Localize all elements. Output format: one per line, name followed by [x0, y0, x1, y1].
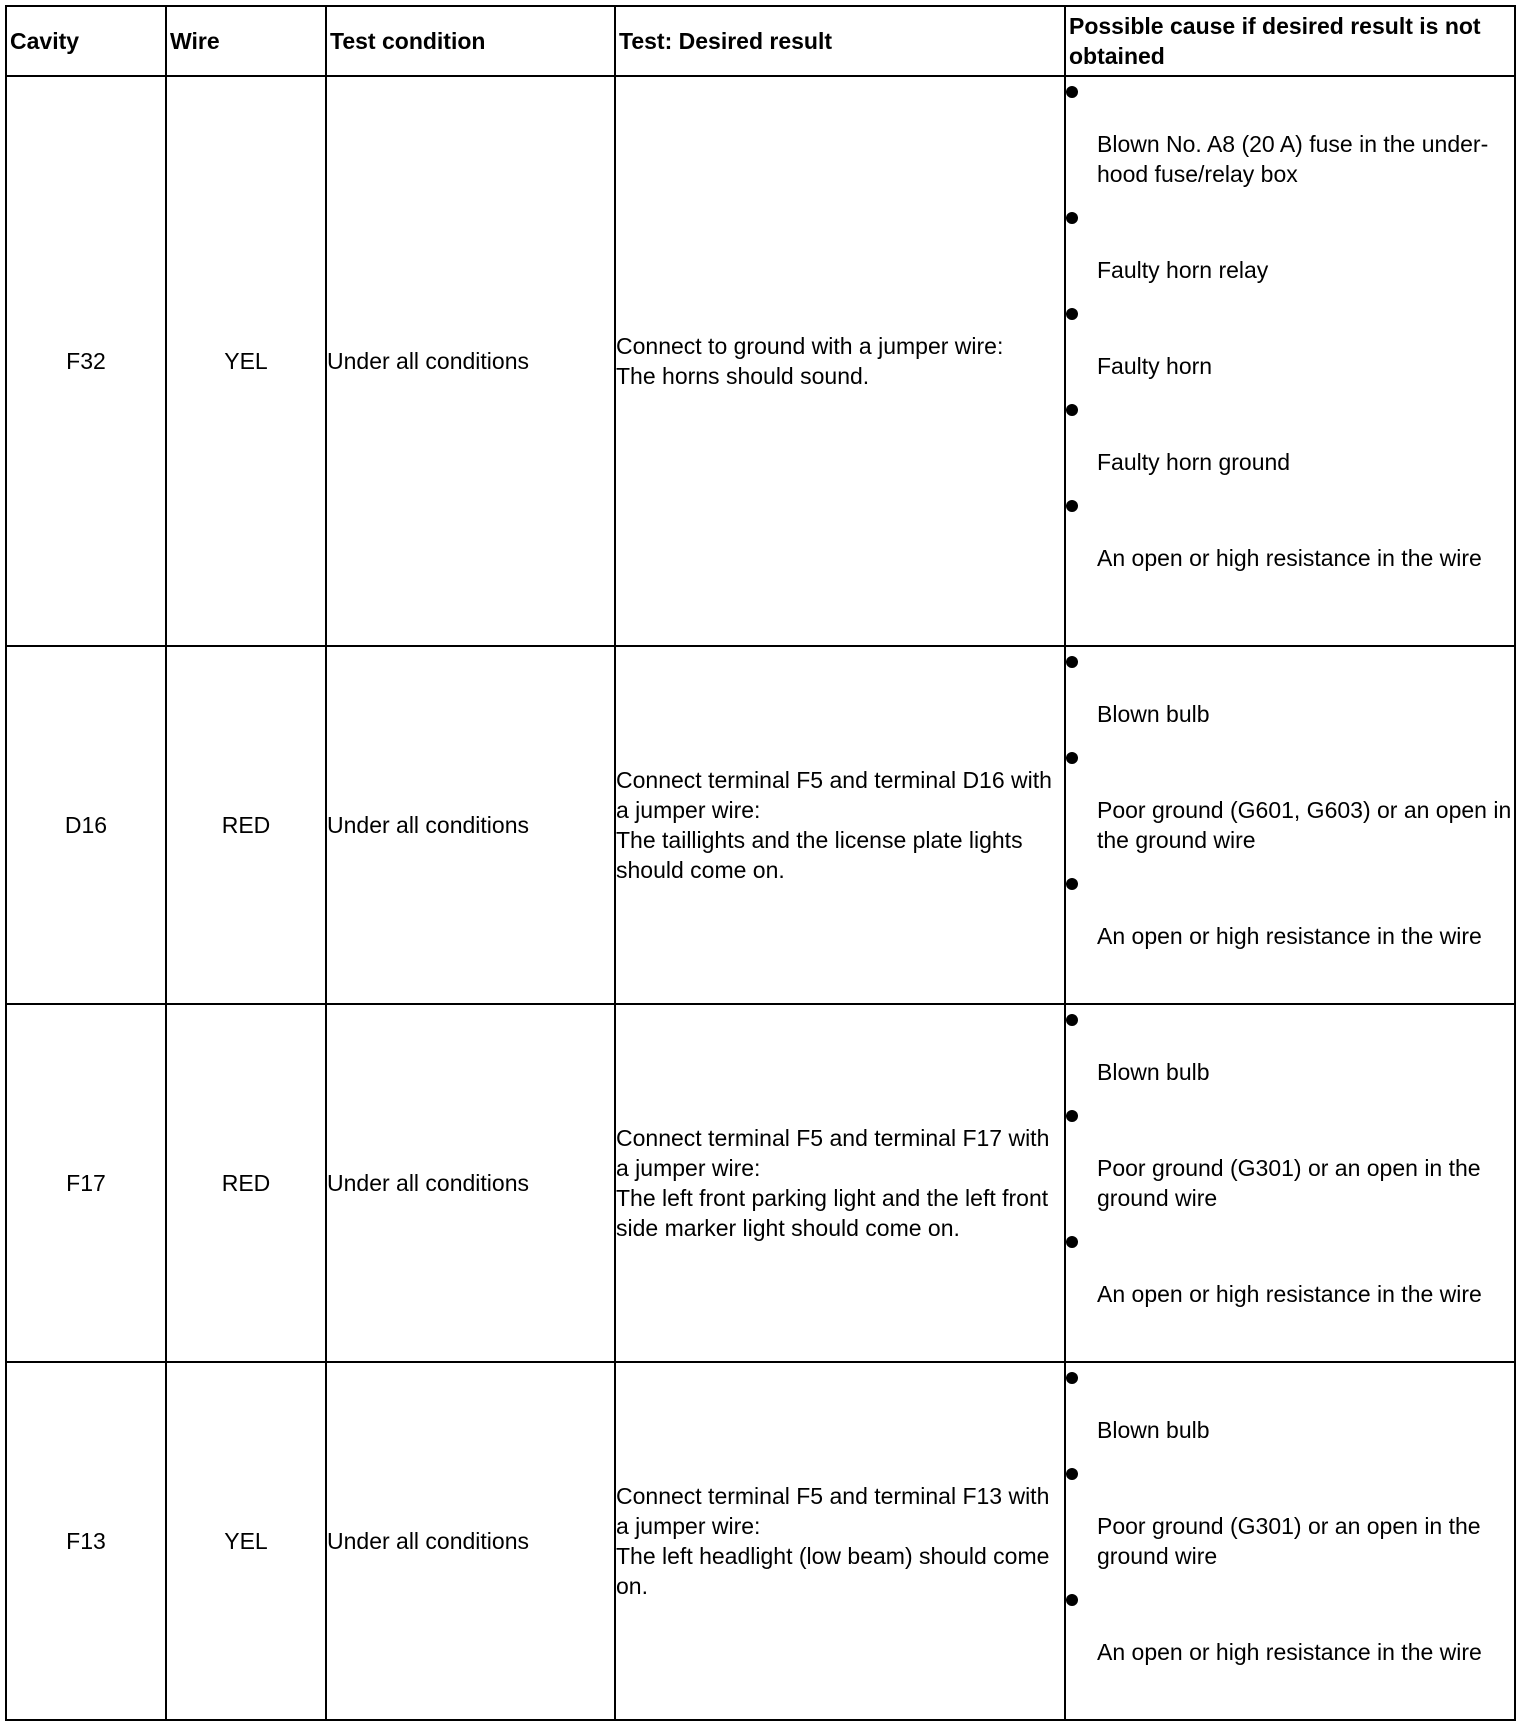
- result-cell: [615, 646, 1065, 1004]
- bullet-icon: [1066, 491, 1514, 521]
- cause-text: An open or high resistance in the wire: [1097, 923, 1482, 949]
- cause-text: Faulty horn relay: [1097, 257, 1269, 283]
- cause-text: Blown bulb: [1097, 1059, 1210, 1085]
- cavity-cell: F17: [6, 1004, 166, 1362]
- causes-cell: [1065, 1004, 1515, 1362]
- result-line: Connect to ground with a jumper wire:: [616, 333, 1004, 359]
- cause-item: [1066, 1227, 1514, 1309]
- bullet-icon: [1066, 1227, 1514, 1257]
- causes-cell: [1065, 76, 1515, 646]
- table-row: [6, 1004, 1515, 1362]
- bullet-icon: [1066, 395, 1514, 425]
- cause-item: [1066, 1585, 1514, 1667]
- cause-text: Blown bulb: [1097, 701, 1210, 727]
- wire-cell: RED: [166, 1004, 326, 1362]
- header-possible-cause: Possible cause if desired result is not obtained: [1065, 6, 1515, 76]
- cause-text: An open or high resistance in the wire: [1097, 1281, 1482, 1307]
- condition-cell: Under all conditions: [326, 646, 615, 1004]
- bullet-icon: [1066, 299, 1514, 329]
- result-line: The taillights and the license plate lights should come on.: [616, 827, 1023, 883]
- cause-text: An open or high resistance in the wire: [1097, 1639, 1482, 1665]
- cavity-cell: F32: [6, 76, 166, 646]
- bullet-icon: [1066, 1459, 1514, 1489]
- cavity-cell: F13: [6, 1362, 166, 1720]
- bullet-icon: [1066, 869, 1514, 899]
- bullet-icon: [1066, 77, 1514, 107]
- cause-text: Faulty horn ground: [1097, 449, 1291, 475]
- bullet-icon: [1066, 1101, 1514, 1131]
- wire-cell: YEL: [166, 1362, 326, 1720]
- bullet-icon: [1066, 203, 1514, 233]
- table-row: [6, 1362, 1515, 1720]
- table-row: [6, 76, 1515, 646]
- bullet-icon: [1066, 1585, 1514, 1615]
- result-cell: [615, 76, 1065, 646]
- bullet-icon: [1066, 1363, 1514, 1393]
- condition-cell: Under all conditions: [326, 1004, 615, 1362]
- wire-cell: YEL: [166, 76, 326, 646]
- result-line: The left front parking light and the left front side marker light should come on.: [616, 1185, 1049, 1241]
- cause-item: [1066, 299, 1514, 381]
- cause-item: [1066, 869, 1514, 951]
- header-cavity: Cavity: [6, 6, 166, 76]
- cause-item: [1066, 647, 1514, 729]
- cause-text: Poor ground (G301) or an open in the ground wire: [1097, 1513, 1481, 1569]
- bullet-icon: [1066, 1005, 1514, 1035]
- bullet-icon: [1066, 743, 1514, 773]
- result-cell: [615, 1362, 1065, 1720]
- cause-text: Blown No. A8 (20 A) fuse in the under-hood fuse/relay box: [1097, 131, 1489, 187]
- cause-item: [1066, 1459, 1514, 1571]
- cause-text: Blown bulb: [1097, 1417, 1210, 1443]
- cause-item: [1066, 1363, 1514, 1445]
- troubleshooting-table: [5, 5, 1516, 1721]
- header-test-condition: Test condition: [326, 6, 615, 76]
- cause-text: Poor ground (G301) or an open in the ground wire: [1097, 1155, 1481, 1211]
- cause-item: [1066, 203, 1514, 285]
- cavity-cell: D16: [6, 646, 166, 1004]
- cause-item: [1066, 1005, 1514, 1087]
- wire-cell: RED: [166, 646, 326, 1004]
- header-wire: Wire: [166, 6, 326, 76]
- bullet-icon: [1066, 647, 1514, 677]
- cause-text: An open or high resistance in the wire: [1097, 545, 1482, 571]
- condition-cell: Under all conditions: [326, 76, 615, 646]
- result-line: Connect terminal F5 and terminal F13 with a jumper wire:: [616, 1483, 1050, 1539]
- result-line: The horns should sound.: [616, 363, 870, 389]
- cause-item: [1066, 77, 1514, 189]
- causes-cell: [1065, 1362, 1515, 1720]
- table-row: [6, 646, 1515, 1004]
- causes-cell: [1065, 646, 1515, 1004]
- cause-item: [1066, 743, 1514, 855]
- cause-item: [1066, 491, 1514, 573]
- header-row: [6, 6, 1515, 76]
- cause-item: [1066, 395, 1514, 477]
- header-desired-result: Test: Desired result: [615, 6, 1065, 76]
- result-line: Connect terminal F5 and terminal F17 with a jumper wire:: [616, 1125, 1050, 1181]
- result-cell: [615, 1004, 1065, 1362]
- result-line: The left headlight (low beam) should come on.: [616, 1543, 1050, 1599]
- cause-text: Poor ground (G601, G603) or an open in the ground wire: [1097, 797, 1512, 853]
- cause-item: [1066, 1101, 1514, 1213]
- result-line: Connect terminal F5 and terminal D16 with a jumper wire:: [616, 767, 1052, 823]
- condition-cell: Under all conditions: [326, 1362, 615, 1720]
- cause-text: Faulty horn: [1097, 353, 1213, 379]
